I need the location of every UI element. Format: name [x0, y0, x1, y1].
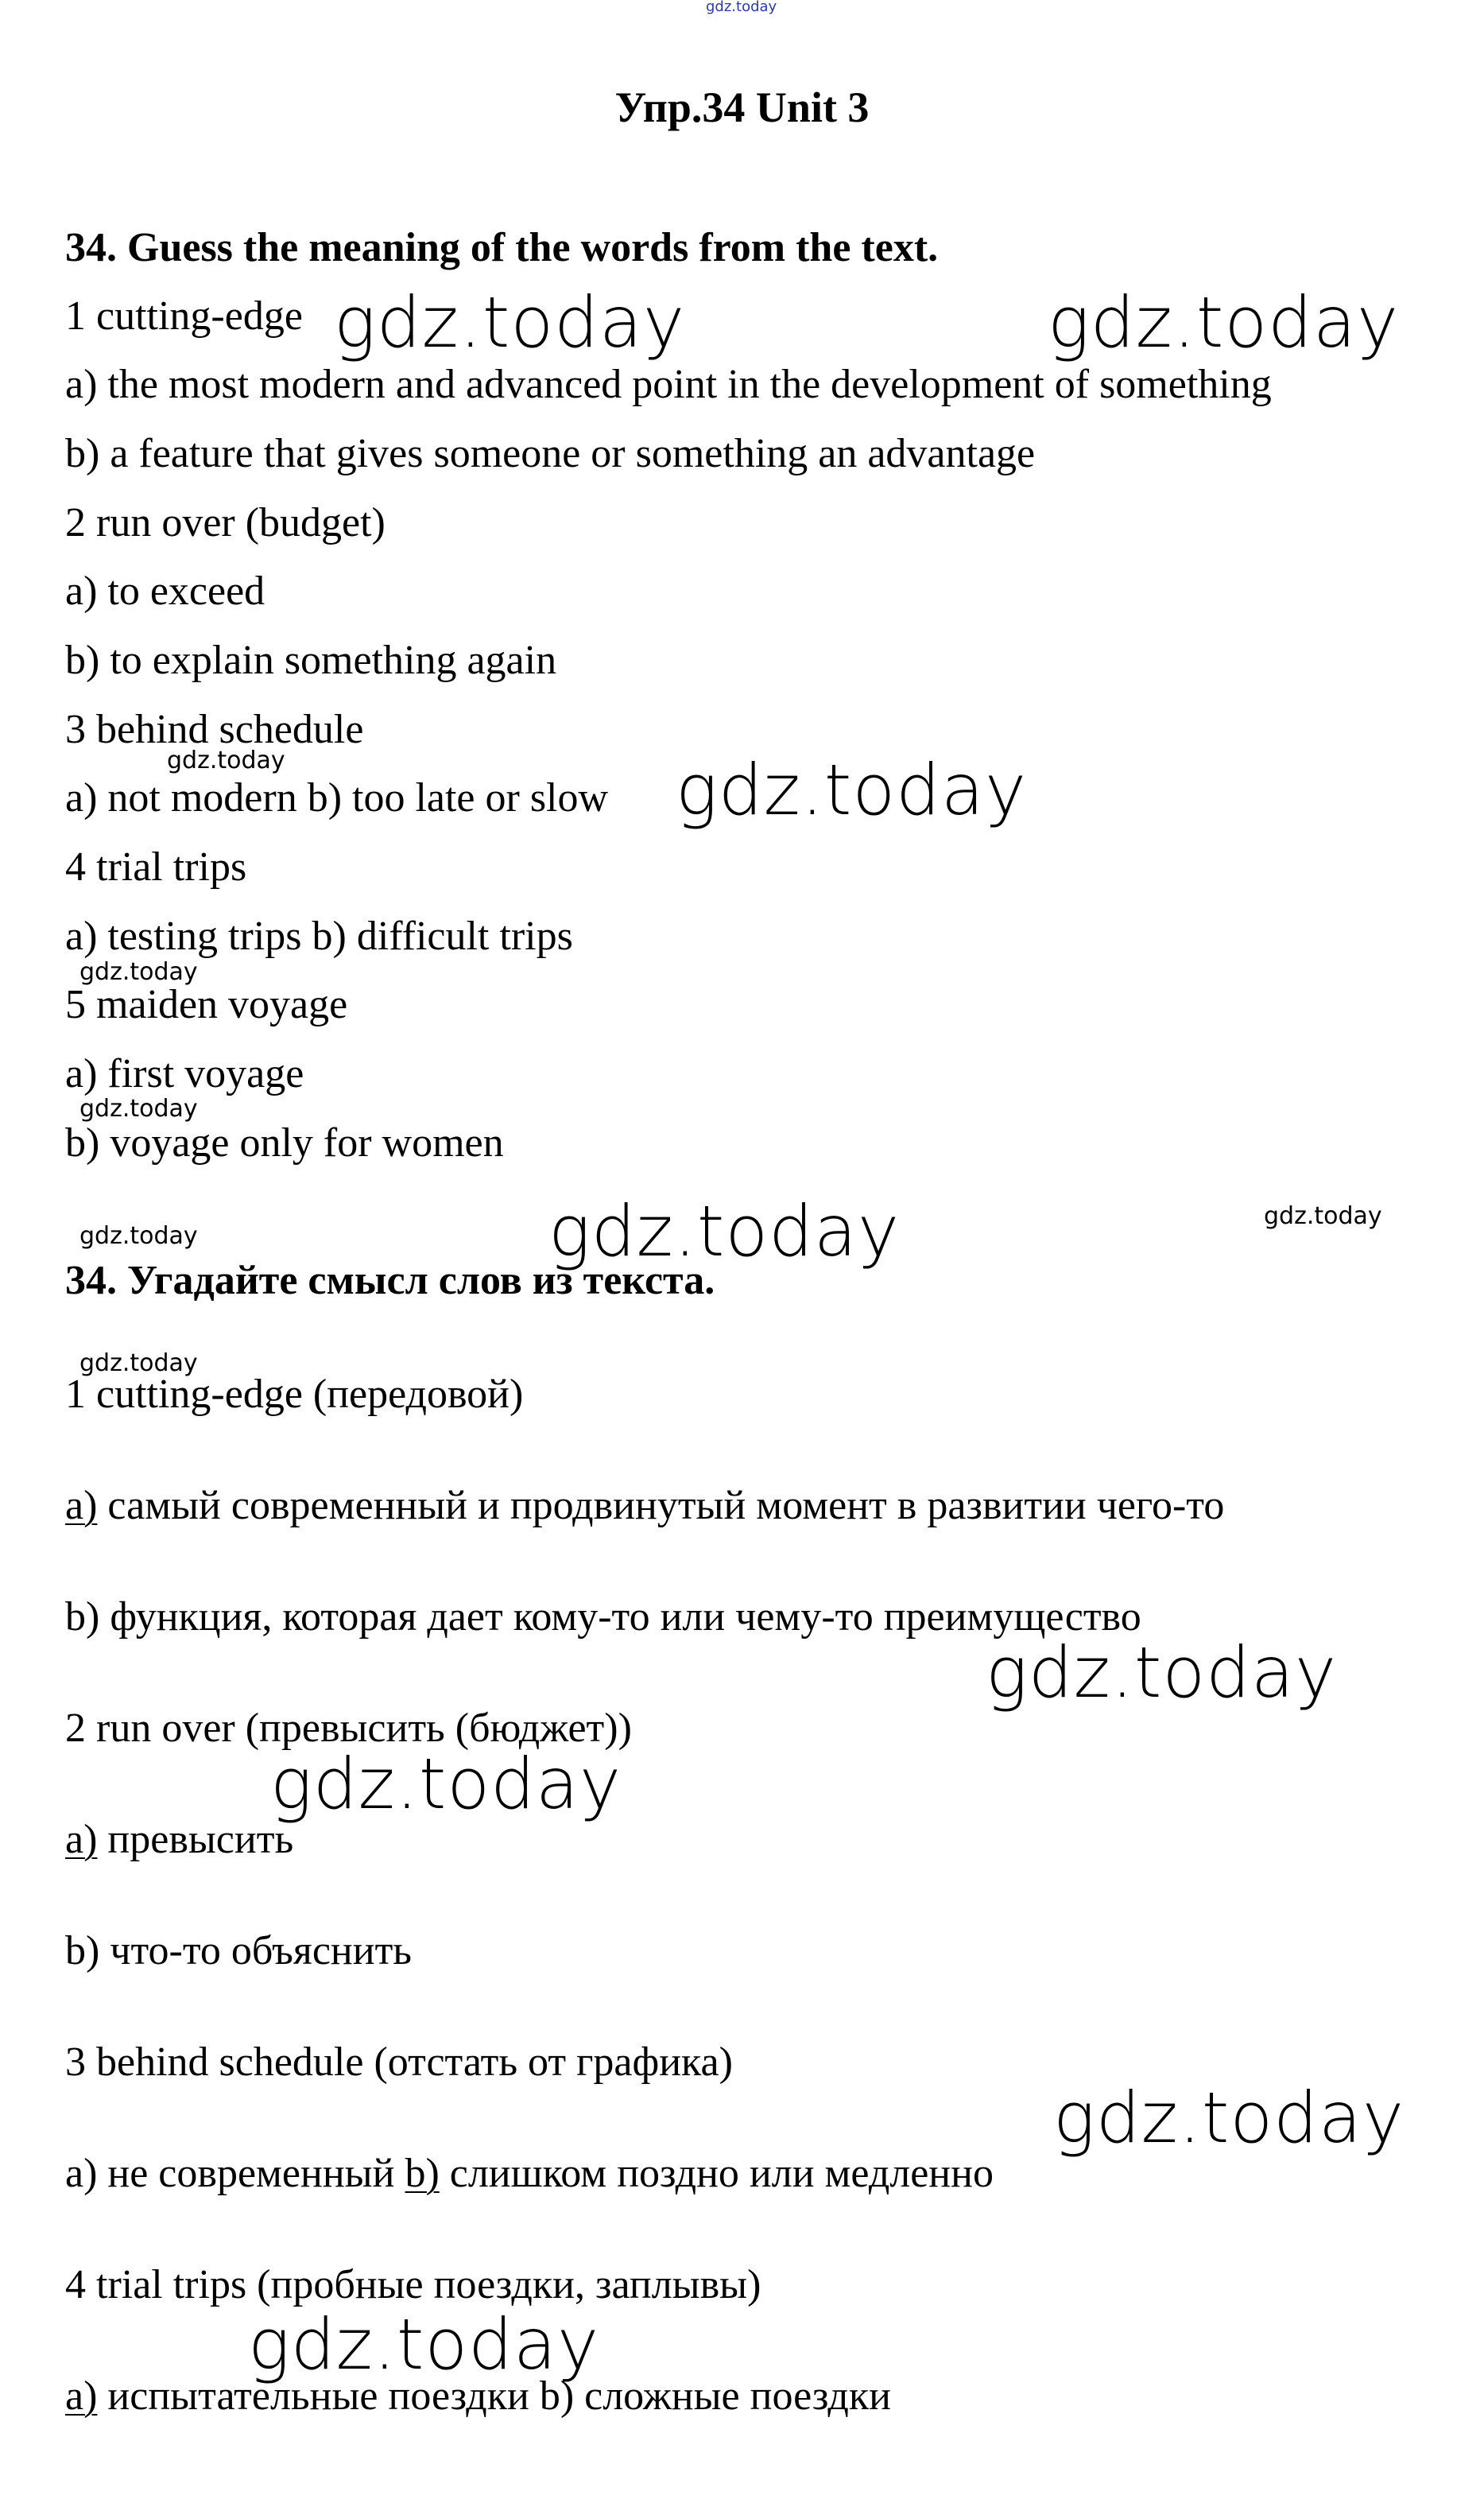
ru-line-8 [65, 2153, 994, 2194]
header-watermark: gdz.today [706, 0, 777, 15]
ru-line-5-text: превысить [97, 1817, 294, 1862]
ru-line-8-mark: b) [405, 2151, 440, 2196]
en-line-9: 4 trial trips [65, 844, 247, 890]
ru-line-3: b) функция, которая дает кому-то или чему-то преимущество [65, 1594, 1141, 1640]
watermark-small: gdz.today [79, 1349, 198, 1377]
en-line-8: a) not modern b) too late or slow [65, 775, 609, 821]
watermark-small: gdz.today [1264, 1202, 1382, 1230]
en-line-7: 3 behind schedule [65, 707, 364, 752]
ru-line-4: 2 run over (превысить (бюджет)) [65, 1706, 632, 1751]
watermark-large: gdz.today [270, 1743, 622, 1825]
watermark-small: gdz.today [79, 1095, 198, 1123]
watermark-large: gdz.today [1048, 281, 1400, 363]
en-line-4: 2 run over (budget) [65, 500, 386, 545]
ru-line-9: 4 trial trips (пробные поездки, заплывы) [65, 2262, 761, 2307]
ru-line-2 [65, 1485, 1224, 1527]
watermark-small: gdz.today [79, 958, 198, 986]
watermark-large: gdz.today [1053, 2077, 1405, 2159]
ru-line-1: 1 cutting-edge (передовой) [65, 1372, 524, 1417]
en-line-2: a) the most modern and advanced point in the development of something [65, 362, 1272, 407]
ru-heading: 34. Угадайте смысл слов из текста. [65, 1258, 715, 1303]
page-title: Упр.34 Unit 3 [614, 83, 870, 131]
en-heading: 34. Guess the meaning of the words from the text. [65, 225, 939, 270]
ru-line-2-mark: a) [65, 1483, 98, 1528]
watermark-small: gdz.today [167, 747, 285, 774]
en-line-11: 5 maiden voyage [65, 982, 348, 1027]
ru-line-10-text: испытательные поездки b) сложные поездки [97, 2373, 891, 2419]
en-line-12: a) first voyage [65, 1051, 304, 1096]
ru-line-2-text: самый современный и продвинутый момент в развитии чего-то [97, 1483, 1225, 1528]
watermark-large: gdz.today [676, 749, 1028, 831]
watermark-small: gdz.today [79, 1222, 198, 1250]
ru-line-6: b) что-то объяснить [65, 1928, 413, 1973]
watermark-large: gdz.today [334, 281, 686, 363]
ru-line-10-mark: a) [65, 2373, 98, 2419]
ru-line-8-pre: a) не современный [65, 2151, 405, 2196]
en-line-5: a) to exceed [65, 569, 265, 614]
en-line-6: b) to explain something again [65, 638, 557, 683]
en-line-1: 1 cutting-edge [65, 293, 303, 339]
ru-line-7: 3 behind schedule (отстать от графика) [65, 2039, 733, 2085]
watermark-large: gdz.today [548, 1190, 901, 1272]
en-line-13: b) voyage only for women [65, 1120, 504, 1166]
ru-line-8-text: слишком поздно или медленно [439, 2151, 994, 2196]
en-line-3: b) a feature that gives someone or something an advantage [65, 431, 1036, 476]
watermark-large: gdz.today [248, 2303, 600, 2385]
watermark-large: gdz.today [986, 1632, 1338, 1713]
ru-line-5-mark: a) [65, 1817, 98, 1862]
en-line-10: a) testing trips b) difficult trips [65, 914, 573, 959]
ru-line-5 [65, 1819, 293, 1861]
